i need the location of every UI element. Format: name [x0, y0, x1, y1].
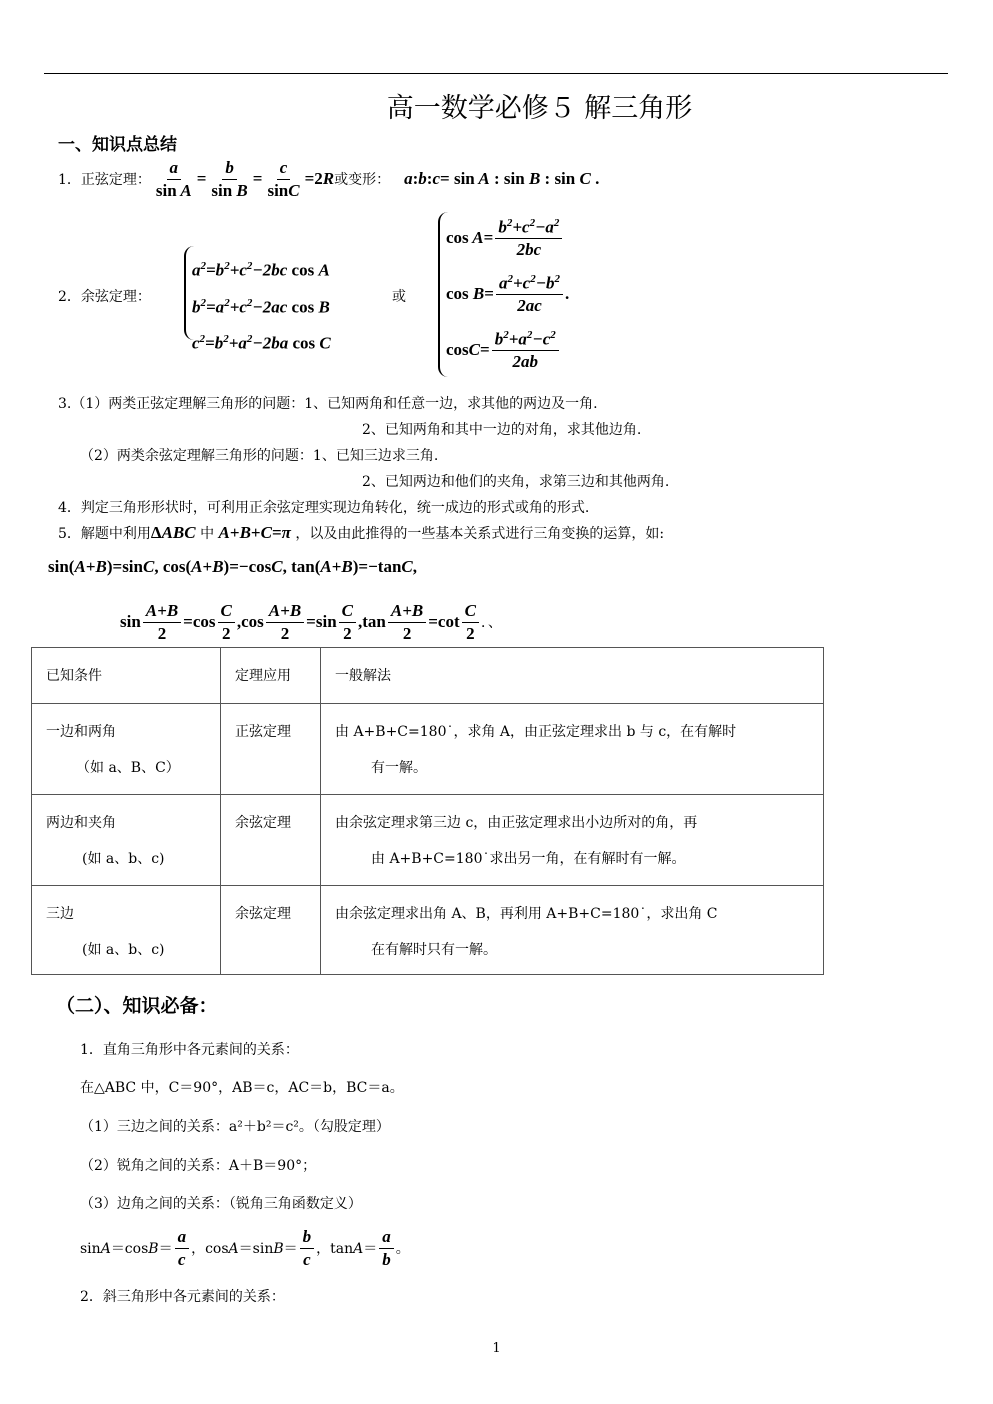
formula-a-over-sinA: $\frac{a}{\text{sin A}}$ — [155, 157, 192, 200]
s2-line-2: 在△ABC 中，C＝90°，AB＝c，AC＝b，BC＝a。 — [80, 1080, 404, 1096]
item-2-label: 2．余弦定理： — [58, 289, 151, 305]
page-number: 1 — [492, 1341, 501, 1356]
cosine-law-equations: $a^2=b^2+c^2-2bc$ cos A $b^2=a^2+c^2-2ac$ cos B $c^2=b^2+a^2-2ba$ cos C — [192, 260, 331, 353]
solution-table — [31, 647, 824, 975]
item-3-line-2: 2、已知两角和其中一边的对角，求其他边角. — [362, 422, 642, 438]
header-theorem: 定理应用 — [235, 668, 291, 684]
table-row: 一边和两角 （如 a、B、C） 正弦定理 由 A+B+C=180˙，求角 A，由正弦定理求出 b 与 c，在有解时 有一解。 — [32, 704, 824, 795]
formula-b-over-sinB: $\frac{b}{\text{sin B}}$ — [211, 157, 248, 200]
table-row: 三边 (如 a、b、c) 余弦定理 由余弦定理求出角 A、B，再利用 A+B+C=180˙，求出角 C 在有解时只有一解。 — [32, 886, 824, 975]
table-row: 两边和夹角 (如 a、b、c) 余弦定理 由余弦定理求第三边 c，由正弦定理求出小边所对的角，再 由 A+B+C=180˙求出另一角，在有解时有一解。 — [32, 795, 824, 886]
section-heading-1: 一、知识点总结 — [58, 135, 177, 155]
s2-trig-definitions: sinA＝cosB＝ $\frac{a}{c}$ ，cosA＝sinB＝ $\frac{b}{c}$ ，tanA＝ $\frac{a}{b}$ 。 — [80, 1226, 410, 1269]
item-3-line-4: 2、已知两边和他们的夹角，求第三边和其他两角. — [362, 474, 670, 490]
table-header-row — [32, 648, 824, 704]
section-heading-2: （二）、知识必备： — [56, 995, 218, 1017]
item-3-line-1: 3.（1）两类正弦定理解三角形的问题：1、已知两角和任意一边，求其他的两边及一角. — [58, 396, 598, 412]
header-method: 一般解法 — [335, 668, 391, 684]
item-4: 4．判定三角形形状时，可利用正余弦定理实现边角转化，统一成边的形式或角的形式. — [58, 500, 590, 516]
s2-line-1: 1．直角三角形中各元素间的关系： — [80, 1042, 299, 1058]
identities-line-1: sin(A+B)=sinC, cos(A+B)=−cosC, tan(A+B)=−tanC, — [48, 557, 417, 576]
header-condition: 已知条件 — [46, 668, 102, 684]
item-3-line-3: （2）两类余弦定理解三角形的问题：1、已知三边求三角. — [80, 448, 439, 464]
item-1-or: 或变形： — [334, 172, 391, 188]
item-1: 1．正弦定理： $\frac{a}{\text{sin A}}$ = $\frac{b}{\text{sin B}}$ = $\frac{c}{\sin C}$ =2R 或变形： a : b : c = sin A : sin B : sin C . — [58, 157, 600, 200]
page-title: 高一数学必修５ 解三角形 — [386, 93, 693, 124]
item-5: 5．解题中利用ΔABC 中 A+B+C=π ，以及由此推得的一些基本关系式进行三角变换的运算，如: — [58, 523, 665, 542]
header-rule — [44, 73, 948, 74]
item-1-prefix: 1．正弦定理： — [58, 172, 151, 188]
cosine-law-variants: cos A= $\frac{b^2+c^2-a^2}{2bc}$ cos B= $\frac{a^2+c^2-b^2}{2ac}$ . cosC= $\frac{b^2+a^2-c^2}{2ab}$ — [446, 216, 570, 371]
s2-line-7: 2．斜三角形中各元素间的关系： — [80, 1289, 285, 1305]
identities-line-2: sin $\frac{A+B}{2}$ =cos $\frac{C}{2}$ ,cos $\frac{A+B}{2}$ =sin $\frac{C}{2}$ ,tan $\frac{A+B}{2}$ =cot $\frac{C}{2}$ ．、 — [120, 600, 502, 643]
item-2-or: 或 — [392, 289, 406, 305]
s2-line-3: （1）三边之间的关系：a²＋b²＝c²。（勾股定理） — [80, 1119, 390, 1135]
formula-c-over-sinC: $\frac{c}{\sin C}$ — [267, 157, 300, 200]
s2-line-4: （2）锐角之间的关系：A＋B＝90°； — [80, 1158, 317, 1174]
s2-line-5: （3）边角之间的关系：（锐角三角函数定义） — [80, 1196, 362, 1212]
